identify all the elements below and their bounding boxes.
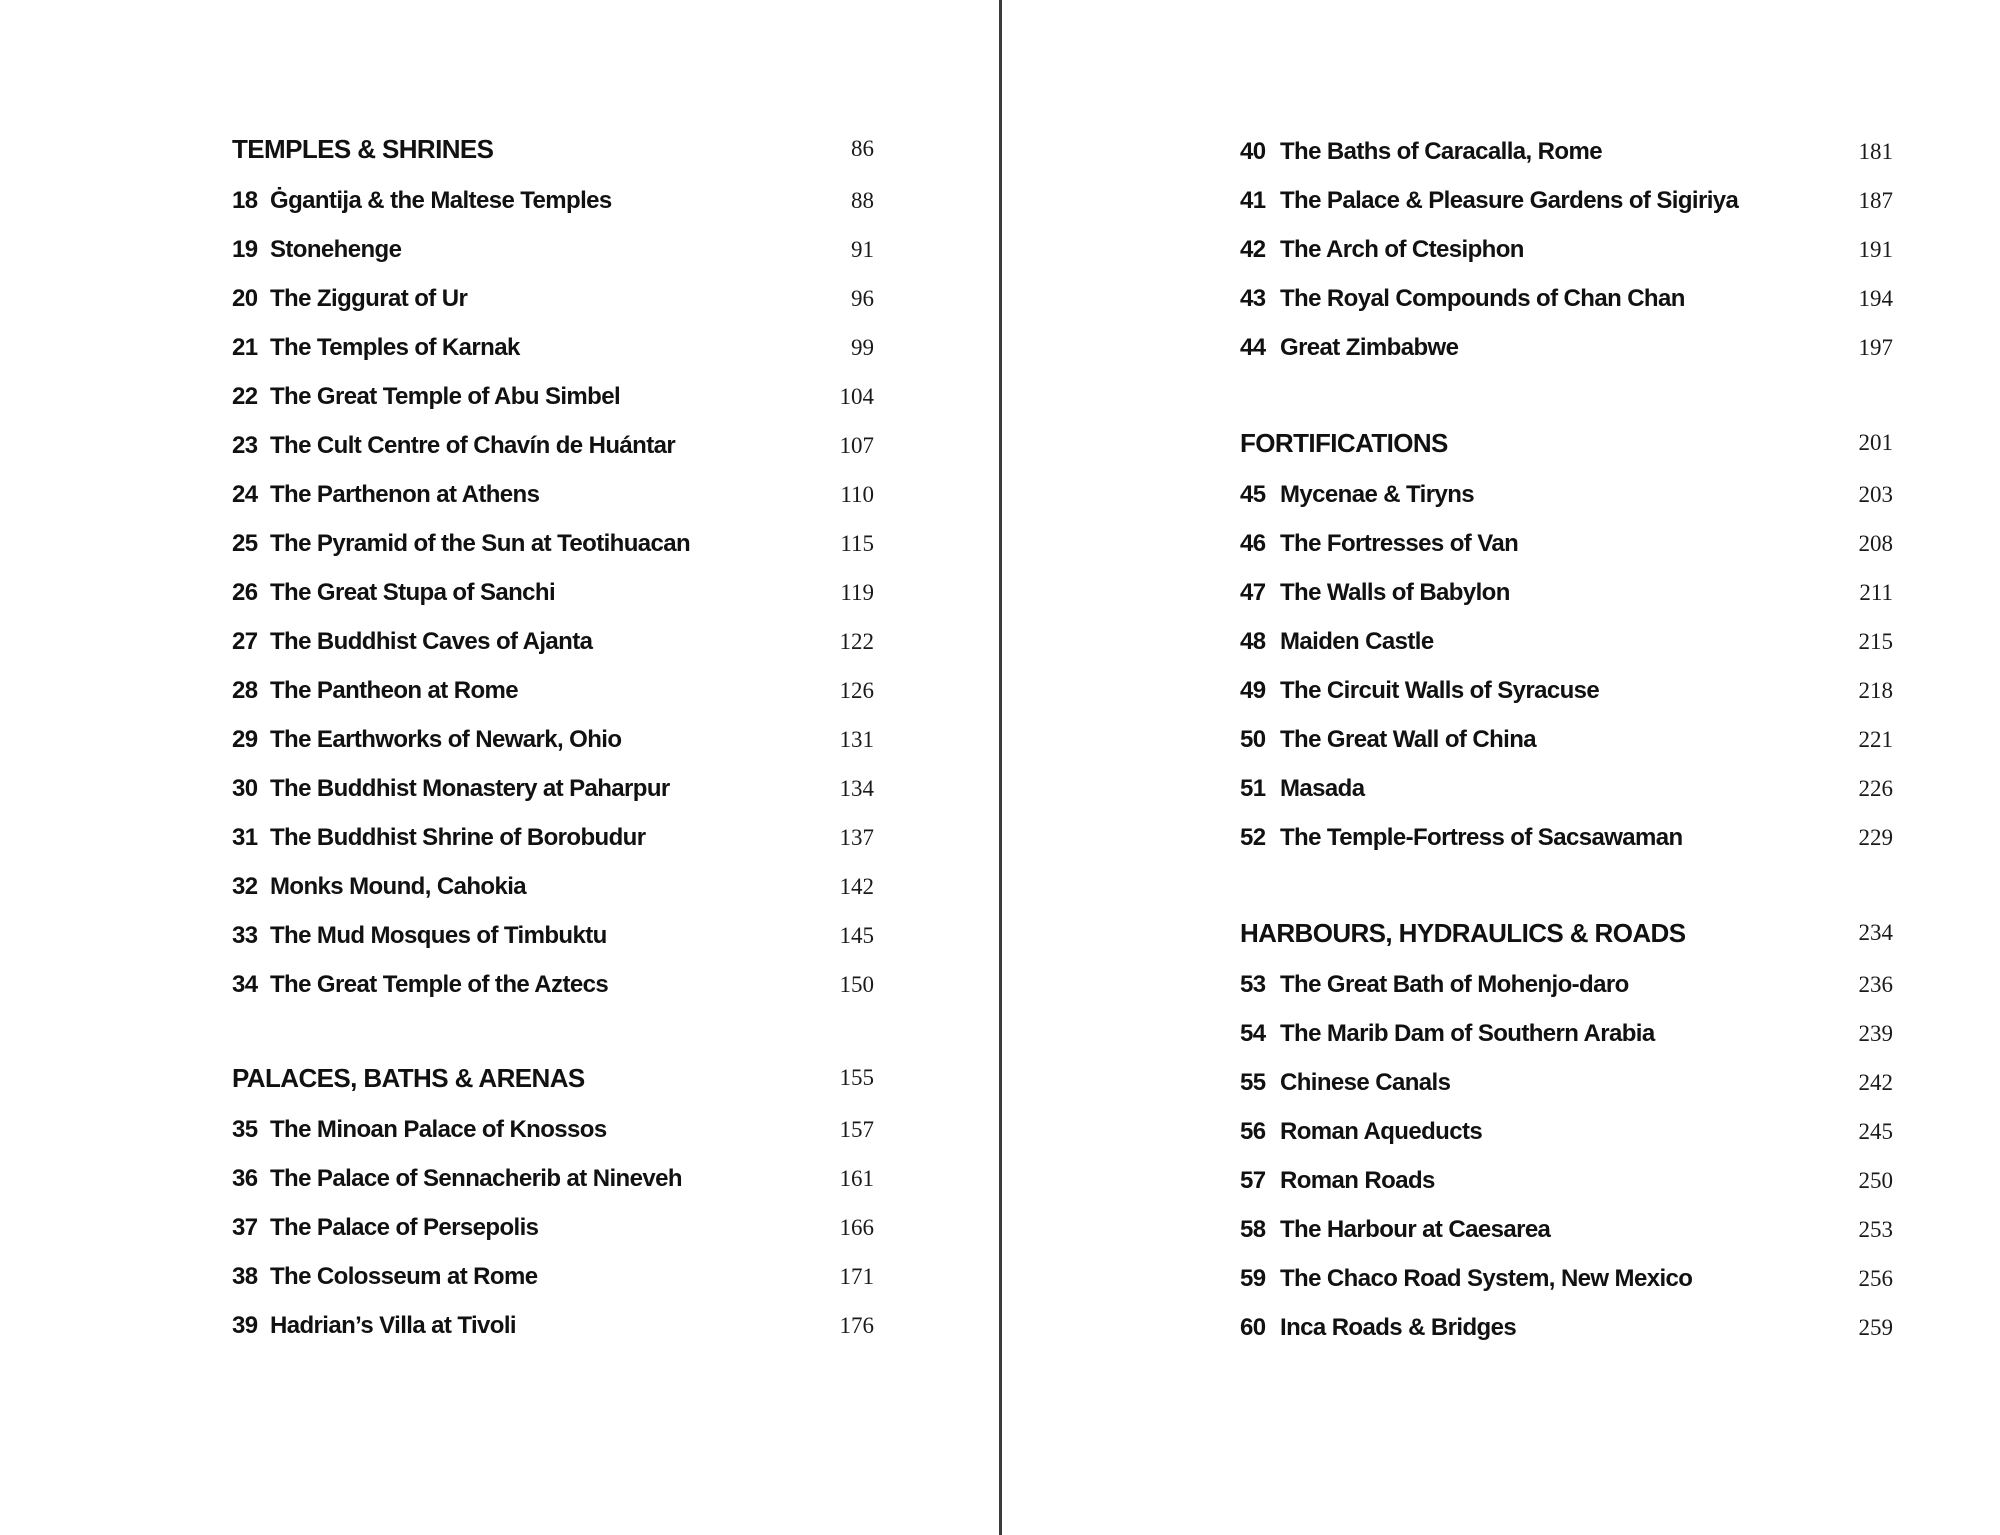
entry-number: 51 xyxy=(1240,775,1266,802)
left-page xyxy=(232,0,874,1535)
entry-title: The Circuit Walls of Syracuse xyxy=(1280,677,1600,704)
entry-number: 26 xyxy=(232,579,258,606)
toc-entry[interactable] xyxy=(1240,1166,1893,1215)
entry-number: 41 xyxy=(1240,187,1266,214)
entry-title: Monks Mound, Cahokia xyxy=(270,873,527,900)
toc-entry[interactable] xyxy=(1240,676,1893,725)
entry-page-number: 104 xyxy=(839,384,874,409)
toc-section-harbours-hydraulics-roads xyxy=(1240,918,1893,1362)
entry-title: The Buddhist Shrine of Borobudur xyxy=(270,824,646,851)
entry-page-number: 181 xyxy=(1858,139,1893,164)
entry-title: The Buddhist Caves of Ajanta xyxy=(270,628,593,655)
entry-number: 25 xyxy=(232,530,258,557)
entry-number: 34 xyxy=(232,971,258,998)
entry-number: 23 xyxy=(232,432,258,459)
toc-entry[interactable] xyxy=(232,774,874,823)
toc-entry[interactable] xyxy=(1240,284,1893,333)
entry-number: 30 xyxy=(232,775,258,802)
toc-entry[interactable] xyxy=(232,1164,874,1213)
entry-page-number: 215 xyxy=(1858,629,1893,654)
entry-page-number: 176 xyxy=(839,1313,874,1338)
entry-title: Masada xyxy=(1280,775,1365,802)
entry-page-number: 99 xyxy=(851,335,874,360)
entry-title: The Baths of Caracalla, Rome xyxy=(1280,138,1602,165)
entry-number: 44 xyxy=(1240,334,1266,361)
entry-page-number: 119 xyxy=(840,580,874,605)
entry-title: Inca Roads & Bridges xyxy=(1280,1314,1517,1341)
entry-title: The Royal Compounds of Chan Chan xyxy=(1280,285,1685,312)
toc-entry[interactable] xyxy=(1240,1019,1893,1068)
entry-page-number: 134 xyxy=(839,776,874,801)
entry-title: The Harbour at Caesarea xyxy=(1280,1216,1551,1243)
entry-page-number: 115 xyxy=(840,531,874,556)
entry-title: The Palace of Sennacherib at Nineveh xyxy=(270,1165,682,1192)
entry-number: 57 xyxy=(1240,1167,1266,1194)
entry-page-number: 166 xyxy=(839,1215,874,1240)
toc-entry[interactable] xyxy=(232,823,874,872)
toc-entry[interactable] xyxy=(232,970,874,1019)
entry-title: The Walls of Babylon xyxy=(1280,579,1510,606)
entry-number: 48 xyxy=(1240,628,1266,655)
entry-page-number: 236 xyxy=(1858,972,1893,997)
toc-entry[interactable] xyxy=(232,1213,874,1262)
entry-number: 22 xyxy=(232,383,258,410)
entry-number: 28 xyxy=(232,677,258,704)
entry-page-number: 126 xyxy=(839,678,874,703)
toc-entry[interactable] xyxy=(1240,823,1893,872)
entry-title: The Fortresses of Van xyxy=(1280,530,1519,557)
toc-entry[interactable] xyxy=(232,1311,874,1360)
entry-title: The Great Temple of Abu Simbel xyxy=(270,383,621,410)
entry-title: The Arch of Ctesiphon xyxy=(1280,236,1524,263)
entry-number: 45 xyxy=(1240,481,1266,508)
toc-entry[interactable] xyxy=(232,186,874,235)
section-heading: PALACES, BATHS & ARENAS xyxy=(232,1063,585,1093)
section-page-number: 86 xyxy=(851,136,874,161)
entry-page-number: 150 xyxy=(839,972,874,997)
toc-entry[interactable] xyxy=(232,529,874,578)
entry-page-number: 107 xyxy=(839,433,874,458)
entry-page-number: 131 xyxy=(839,727,874,752)
toc-entry[interactable] xyxy=(1240,333,1893,382)
entry-page-number: 253 xyxy=(1858,1217,1893,1242)
entry-number: 24 xyxy=(232,481,258,508)
entry-number: 35 xyxy=(232,1116,258,1143)
toc-entry[interactable] xyxy=(1240,1117,1893,1166)
entry-page-number: 171 xyxy=(839,1264,874,1289)
entry-number: 58 xyxy=(1240,1216,1266,1243)
entry-number: 59 xyxy=(1240,1265,1266,1292)
entry-title: The Great Temple of the Aztecs xyxy=(270,971,609,998)
toc-entry[interactable] xyxy=(232,333,874,382)
entry-page-number: 137 xyxy=(839,825,874,850)
toc-section-fortifications xyxy=(1240,428,1893,872)
entry-title: The Great Bath of Mohenjo-daro xyxy=(1280,971,1629,998)
entry-number: 50 xyxy=(1240,726,1266,753)
toc-entry[interactable] xyxy=(232,627,874,676)
entry-number: 38 xyxy=(232,1263,258,1290)
toc-entry[interactable] xyxy=(232,480,874,529)
toc-entry[interactable] xyxy=(232,921,874,970)
toc-entry[interactable] xyxy=(232,1262,874,1311)
entry-title: The Earthworks of Newark, Ohio xyxy=(270,726,622,753)
entry-page-number: 256 xyxy=(1858,1266,1893,1291)
toc-section-temples-shrines xyxy=(232,134,874,1019)
entry-number: 56 xyxy=(1240,1118,1266,1145)
entry-number: 32 xyxy=(232,873,258,900)
toc-entry[interactable] xyxy=(232,1115,874,1164)
section-heading: FORTIFICATIONS xyxy=(1240,428,1448,458)
entry-number: 20 xyxy=(232,285,258,312)
entry-page-number: 211 xyxy=(1859,580,1893,605)
toc-entry[interactable] xyxy=(1240,1068,1893,1117)
toc-entry[interactable] xyxy=(232,235,874,284)
section-page-number: 234 xyxy=(1858,920,1893,945)
right-page xyxy=(1240,0,1893,1535)
entry-number: 18 xyxy=(232,187,258,214)
entry-page-number: 157 xyxy=(839,1117,874,1142)
entry-title: The Temples of Karnak xyxy=(270,334,520,361)
entry-number: 60 xyxy=(1240,1314,1266,1341)
entry-title: The Minoan Palace of Knossos xyxy=(270,1116,607,1143)
entry-number: 29 xyxy=(232,726,258,753)
entry-title: Maiden Castle xyxy=(1280,628,1434,655)
toc-entry[interactable] xyxy=(1240,1264,1893,1313)
toc-entry[interactable] xyxy=(232,578,874,627)
entry-title: The Palace of Persepolis xyxy=(270,1214,539,1241)
section-page-number: 155 xyxy=(839,1065,874,1090)
entry-page-number: 88 xyxy=(851,188,874,213)
toc-entry[interactable] xyxy=(232,872,874,921)
entry-number: 54 xyxy=(1240,1020,1266,1047)
entry-page-number: 187 xyxy=(1858,188,1893,213)
entry-title: Stonehenge xyxy=(270,236,402,263)
entry-number: 49 xyxy=(1240,677,1266,704)
entry-number: 46 xyxy=(1240,530,1266,557)
entry-page-number: 239 xyxy=(1858,1021,1893,1046)
entry-number: 47 xyxy=(1240,579,1266,606)
entry-number: 40 xyxy=(1240,138,1266,165)
entry-page-number: 259 xyxy=(1858,1315,1893,1340)
entry-page-number: 191 xyxy=(1858,237,1893,262)
entry-number: 55 xyxy=(1240,1069,1266,1096)
entry-title: The Pantheon at Rome xyxy=(270,677,519,704)
entry-page-number: 142 xyxy=(839,874,874,899)
entry-title: The Marib Dam of Southern Arabia xyxy=(1280,1020,1655,1047)
section-heading: TEMPLES & SHRINES xyxy=(232,134,494,164)
entry-title: The Colosseum at Rome xyxy=(270,1263,538,1290)
page-gutter-divider xyxy=(999,0,1002,1535)
section-heading: HARBOURS, HYDRAULICS & ROADS xyxy=(1240,918,1686,948)
toc-entry[interactable] xyxy=(1240,235,1893,284)
entry-page-number: 122 xyxy=(839,629,874,654)
entry-number: 37 xyxy=(232,1214,258,1241)
entry-page-number: 203 xyxy=(1858,482,1893,507)
toc-entry[interactable] xyxy=(1240,725,1893,774)
entry-title: Chinese Canals xyxy=(1280,1069,1451,1096)
entry-title: The Great Wall of China xyxy=(1280,726,1537,753)
toc-entry[interactable] xyxy=(1240,970,1893,1019)
entry-title: The Pyramid of the Sun at Teotihuacan xyxy=(270,530,691,557)
entry-title: The Buddhist Monastery at Paharpur xyxy=(270,775,670,802)
section-heading-row[interactable] xyxy=(1240,428,1893,480)
entry-title: The Temple-Fortress of Sacsawaman xyxy=(1280,824,1683,851)
entry-page-number: 110 xyxy=(840,482,874,507)
entry-page-number: 242 xyxy=(1858,1070,1893,1095)
entry-number: 43 xyxy=(1240,285,1266,312)
section-heading-row[interactable] xyxy=(232,134,874,186)
entry-title: The Great Stupa of Sanchi xyxy=(270,579,556,606)
entry-title: Roman Roads xyxy=(1280,1167,1435,1194)
entry-title: The Parthenon at Athens xyxy=(270,481,540,508)
entry-title: Ġgantija & the Maltese Temples xyxy=(270,187,612,214)
toc-entry[interactable] xyxy=(232,676,874,725)
entry-number: 39 xyxy=(232,1312,258,1339)
entry-number: 53 xyxy=(1240,971,1266,998)
toc-entry[interactable] xyxy=(1240,627,1893,676)
entry-page-number: 208 xyxy=(1858,531,1893,556)
toc-entry[interactable] xyxy=(1240,137,1893,186)
entry-page-number: 229 xyxy=(1858,825,1893,850)
entry-title: The Mud Mosques of Timbuktu xyxy=(270,922,607,949)
entry-page-number: 250 xyxy=(1858,1168,1893,1193)
entry-page-number: 161 xyxy=(839,1166,874,1191)
toc-entry[interactable] xyxy=(232,725,874,774)
toc-entry[interactable] xyxy=(1240,774,1893,823)
entry-title: The Chaco Road System, New Mexico xyxy=(1280,1265,1693,1292)
toc-entry[interactable] xyxy=(1240,529,1893,578)
entry-page-number: 218 xyxy=(1858,678,1893,703)
entry-number: 31 xyxy=(232,824,258,851)
toc-continued-entries xyxy=(1240,137,1893,382)
section-heading-row[interactable] xyxy=(232,1063,874,1115)
entry-number: 33 xyxy=(232,922,258,949)
toc-entry[interactable] xyxy=(1240,186,1893,235)
entry-number: 42 xyxy=(1240,236,1266,263)
entry-title: The Palace & Pleasure Gardens of Sigiriya xyxy=(1280,187,1739,214)
entry-title: The Cult Centre of Chavín de Huántar xyxy=(270,432,676,459)
section-page-number: 201 xyxy=(1858,430,1893,455)
toc-entry[interactable] xyxy=(1240,578,1893,627)
toc-entry[interactable] xyxy=(1240,480,1893,529)
entry-title: Hadrian’s Villa at Tivoli xyxy=(270,1312,516,1339)
toc-entry[interactable] xyxy=(232,382,874,431)
entry-page-number: 197 xyxy=(1858,335,1893,360)
toc-entry[interactable] xyxy=(232,284,874,333)
entry-page-number: 226 xyxy=(1858,776,1893,801)
toc-section-palaces-baths-arenas xyxy=(232,1063,874,1360)
toc-entry[interactable] xyxy=(232,431,874,480)
entry-page-number: 245 xyxy=(1858,1119,1893,1144)
entry-number: 36 xyxy=(232,1165,258,1192)
entry-page-number: 194 xyxy=(1858,286,1893,311)
entry-page-number: 221 xyxy=(1858,727,1893,752)
toc-entry[interactable] xyxy=(1240,1313,1893,1362)
entry-page-number: 96 xyxy=(851,286,874,311)
entry-page-number: 91 xyxy=(851,237,874,262)
entry-title: Great Zimbabwe xyxy=(1280,334,1459,361)
section-heading-row[interactable] xyxy=(1240,918,1893,970)
toc-entry[interactable] xyxy=(1240,1215,1893,1264)
entry-number: 19 xyxy=(232,236,258,263)
entry-number: 52 xyxy=(1240,824,1266,851)
entry-title: Roman Aqueducts xyxy=(1280,1118,1483,1145)
entry-number: 21 xyxy=(232,334,258,361)
entry-number: 27 xyxy=(232,628,258,655)
entry-title: The Ziggurat of Ur xyxy=(270,285,468,312)
entry-page-number: 145 xyxy=(839,923,874,948)
entry-title: Mycenae & Tiryns xyxy=(1280,481,1475,508)
